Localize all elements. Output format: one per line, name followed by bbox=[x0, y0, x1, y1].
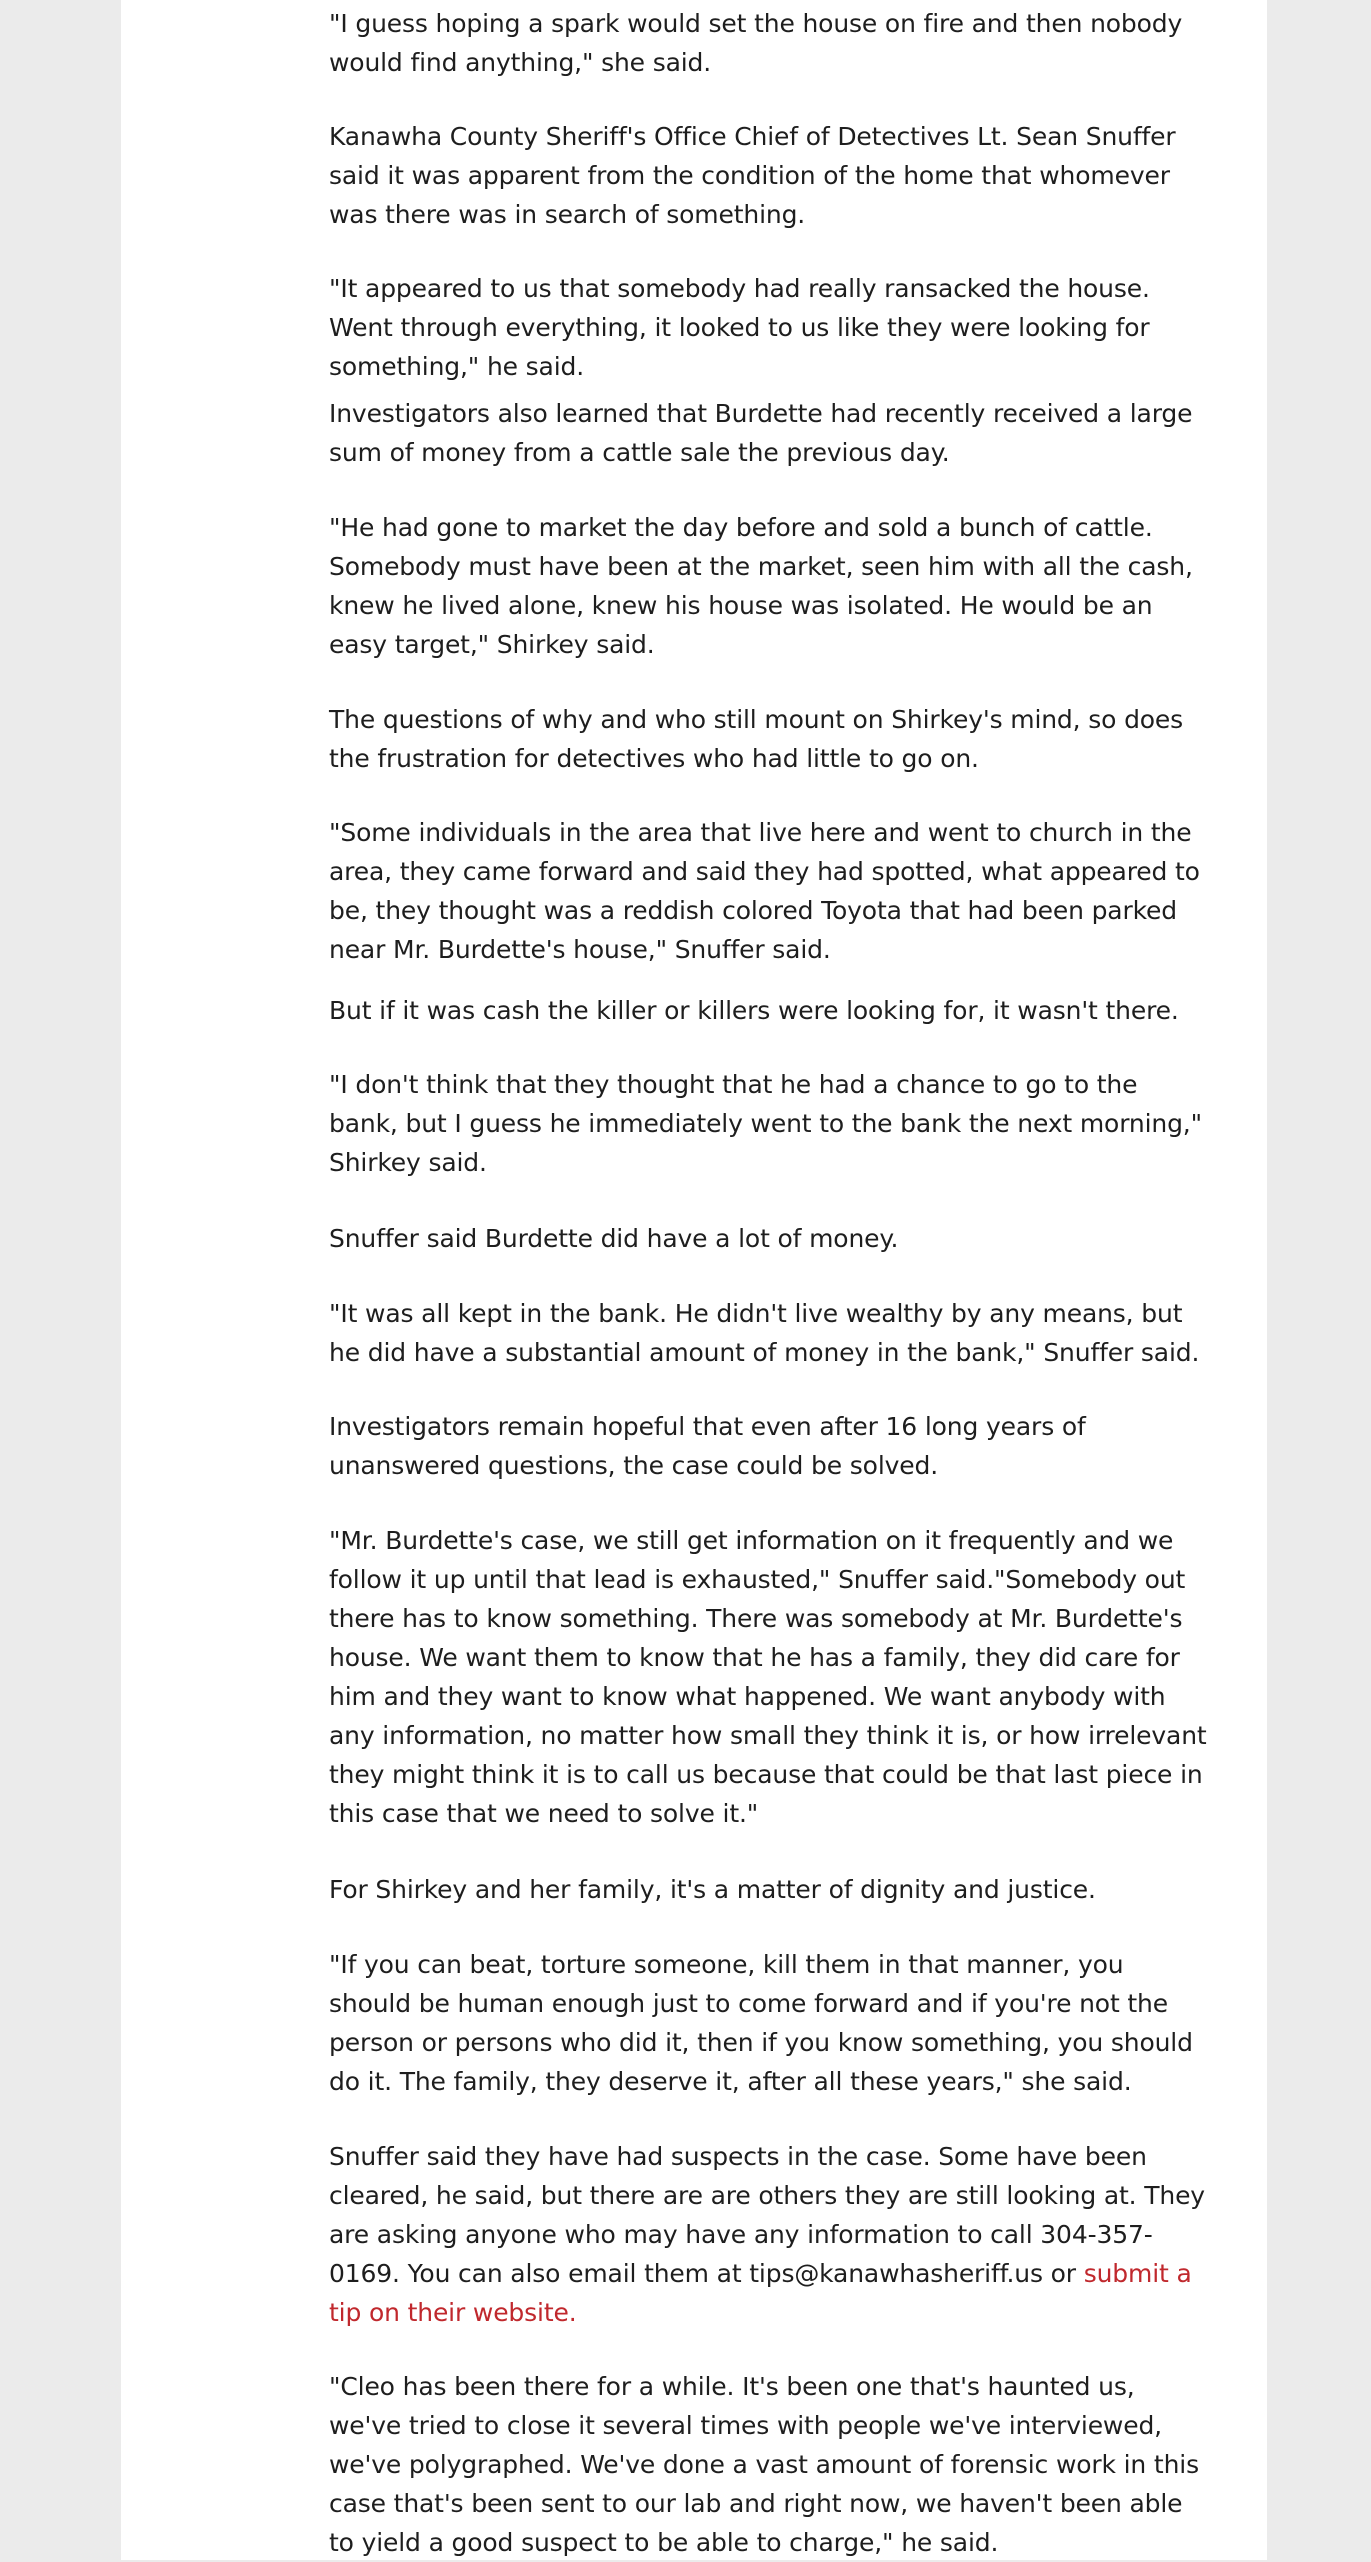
article-paragraph: For Shirkey and her family, it's a matter of dignity and justice. bbox=[329, 1875, 1096, 1904]
article-paragraph: "It was all kept in the bank. He didn't live wealthy by any means, but he did have a substantial amount of money in the bank," Snuffer said. bbox=[329, 1299, 1200, 1367]
article-paragraph: Investigators remain hopeful that even after 16 long years of unanswered questions, the case could be solved. bbox=[329, 1412, 1086, 1480]
tip-paragraph bbox=[329, 2137, 1209, 2332]
article-paragraph: Snuffer said Burdette did have a lot of money. bbox=[329, 1224, 899, 1253]
article-paragraph: "Mr. Burdette's case, we still get information on it frequently and we follow it up until that lead is exhausted," Snuffer said."Somebody out there has to know something. There was somebody at Mr. Burdette's house. We want them to know that he has a family, they did care for him and they want to know what happened. We want anybody with any information, no matter how small they think it is, or how irrelevant they might think it is to call us because that could be that last piece in this case that we need to solve it." bbox=[329, 1526, 1207, 1828]
article-page bbox=[121, 0, 1267, 2560]
article-paragraph: "I guess hoping a spark would set the house on fire and then nobody would find anything," she said. bbox=[329, 9, 1183, 77]
article-paragraph: "He had gone to market the day before and sold a bunch of cattle. Somebody must have been at the market, seen him with all the cash, knew he lived alone, knew his house was isolated. He would be an easy target," Shirkey said. bbox=[329, 513, 1193, 659]
submit-tip-link[interactable]: submit a tip on their website. bbox=[329, 2259, 1192, 2327]
tip-paragraph-text: Snuffer said they have had suspects in the case. Some have been cleared, he said, but there are are others they are still looking at. They are asking anyone who may have any information to call 304-357-0169. You can also email them at tips@kanawhasheriff.us or bbox=[329, 2142, 1205, 2288]
article-paragraph: Investigators also learned that Burdette had recently received a large sum of money from a cattle sale the previous day. bbox=[329, 399, 1193, 467]
article-paragraph: "Cleo has been there for a while. It's been one that's haunted us, we've tried to close it several times with people we've interviewed, we've polygraphed. We've done a vast amount of forensic work in this case that's been sent to our lab and right now, we haven't been able to yield a good suspect to be able to charge," he said. bbox=[329, 2372, 1199, 2557]
article-paragraph: "Some individuals in the area that live here and went to church in the area, they came forward and said they had spotted, what appeared to be, they thought was a reddish colored Toyota that had been parked near Mr. Burdette's house," Snuffer said. bbox=[329, 818, 1200, 964]
article-paragraph: But if it was cash the killer or killers were looking for, it wasn't there. bbox=[329, 996, 1179, 1025]
article-paragraph: "If you can beat, torture someone, kill them in that manner, you should be human enough just to come forward and if you're not the person or persons who did it, then if you know something, you should do it. The family, they deserve it, after all these years," she said. bbox=[329, 1950, 1193, 2096]
article-paragraph: Kanawha County Sheriff's Office Chief of Detectives Lt. Sean Snuffer said it was apparent from the condition of the home that whomever was there was in search of something. bbox=[329, 122, 1176, 229]
article-paragraph: "I don't think that they thought that he had a chance to go to the bank, but I guess he immediately went to the bank the next morning," Shirkey said. bbox=[329, 1070, 1202, 1177]
article-paragraph: "It appeared to us that somebody had really ransacked the house. Went through everything, it looked to us like they were looking for something," he said. bbox=[329, 274, 1150, 381]
article-paragraph: The questions of why and who still mount on Shirkey's mind, so does the frustration for detectives who had little to go on. bbox=[329, 705, 1184, 773]
